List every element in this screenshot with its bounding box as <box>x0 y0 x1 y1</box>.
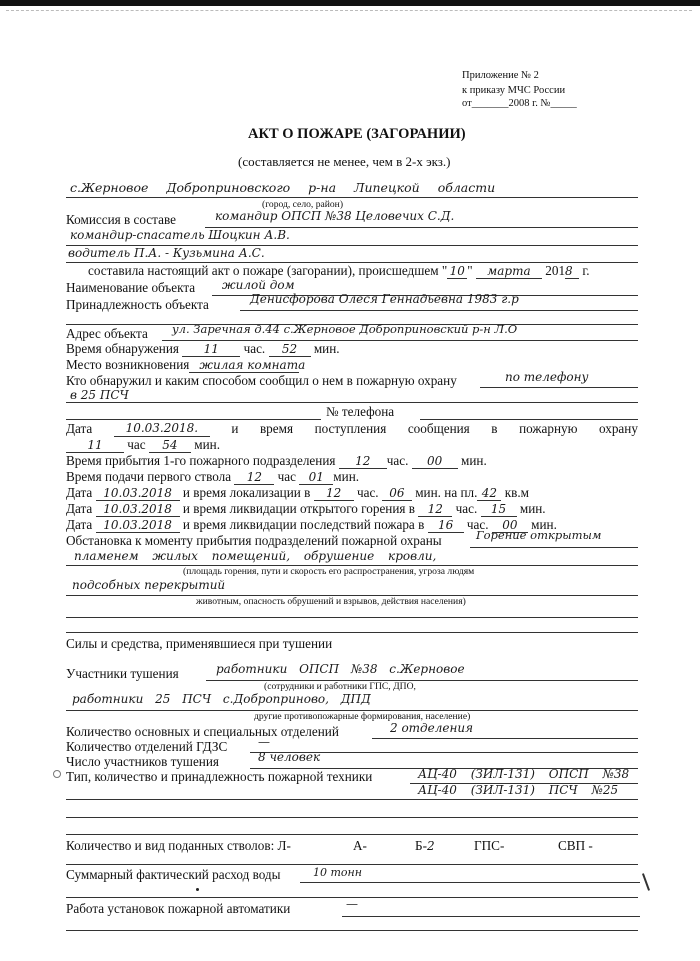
document-subtitle: (составляется не менее, чем в 2-х экз.) <box>238 154 451 169</box>
streams-label: Количество и вид поданных стволов: Л- <box>66 838 291 853</box>
location-line <box>66 197 638 198</box>
streams-b-label: Б- <box>415 838 427 853</box>
first-stream-label: Время подачи первого ствола <box>66 469 232 484</box>
equipment-rule-3 <box>66 817 638 818</box>
localization-area: 42 <box>477 486 501 501</box>
message-word: и <box>231 421 239 436</box>
message-row <box>66 421 638 437</box>
water-label: Суммарный фактический расход воды <box>66 867 281 882</box>
localization-text: и время локализации в <box>182 485 311 500</box>
composed-quote: " <box>467 263 473 278</box>
message-minutes-unit: мин. <box>194 437 220 452</box>
open-fire-date-label: Дата <box>66 501 93 516</box>
arrival-minutes-unit: мин. <box>460 453 487 468</box>
message-hours: 11 <box>66 438 124 453</box>
open-fire-row <box>66 501 546 517</box>
automation-label: Работа установок пожарной автоматики <box>66 901 291 916</box>
commission-line-2: командир-спасатель Шоцкин А.В. <box>70 228 290 242</box>
situation-value-3: подсобных перекрытий <box>72 578 226 592</box>
participants-hint-2: другие противопожарные формирования, население) <box>254 711 471 722</box>
aftermath-date: 10.03.2018 <box>96 518 180 533</box>
streams-a: А- <box>353 838 367 853</box>
phone-rule-left <box>66 419 321 420</box>
commission-line-1: командир ОПСП №38 Целовечих С.Д. <box>215 209 455 223</box>
margin-mark <box>53 770 61 778</box>
message-word: время <box>259 421 294 436</box>
origin-place-value: жилая комната <box>189 358 299 373</box>
situation-rule-4 <box>66 617 638 618</box>
order-date-label: от_______2008 г. №_____ <box>462 98 577 109</box>
arrival-minutes: 00 <box>412 454 458 469</box>
detection-time-label: Время обнаружения <box>66 341 179 356</box>
open-fire-date: 10.03.2018 <box>96 502 180 517</box>
streams-rule-bottom <box>66 864 638 865</box>
object-owner-value: Денисфорова Олеся Геннадьевна 1983 г.р <box>250 292 519 306</box>
localization-row <box>66 485 529 501</box>
message-word: поступления <box>314 421 387 436</box>
appendix-label: Приложение № 2 <box>462 70 539 81</box>
open-fire-hours-unit: час. <box>455 501 478 516</box>
participants-value-1: работники ОПСП №38 с.Жерновое <box>216 662 465 676</box>
gdzs-units-label: Количество отделений ГДЗС <box>66 739 228 754</box>
composed-year-suffix: 8 <box>565 264 579 279</box>
equipment-value-2: АЦ-40 (ЗИЛ-131) ПСЧ №25 <box>418 783 619 797</box>
localization-hours: 12 <box>314 486 354 501</box>
message-word: охрану <box>598 421 638 436</box>
reporter-line-2: в 25 ПСЧ <box>70 388 129 402</box>
main-units-label: Количество основных и специальных отделений <box>66 724 339 739</box>
message-word: пожарную <box>519 421 578 436</box>
streams-b-value: 2 <box>426 839 435 853</box>
object-address-value: ул. Заречная д.44 с.Жерновое Доброприновский р-н Л.О <box>172 322 518 336</box>
aftermath-minutes: 00 <box>492 518 528 533</box>
scan-top-border <box>0 0 700 6</box>
main-units-rule <box>372 738 638 739</box>
localization-date-label: Дата <box>66 485 93 500</box>
message-date-label: Дата <box>66 421 93 436</box>
composed-row <box>88 263 590 279</box>
open-fire-minutes-unit: мин. <box>519 501 546 516</box>
message-time-row <box>66 437 220 453</box>
commission-label: Комиссия в составе <box>66 212 176 227</box>
composed-text: составила настоящий акт о пожаре (загорании), происшедшем " <box>88 263 448 278</box>
arrival-hours: 12 <box>339 454 387 469</box>
open-fire-text: и время ликвидации открытого горения в <box>182 501 416 516</box>
object-address-label: Адрес объекта <box>66 326 148 341</box>
automation-value: — <box>346 897 358 911</box>
aftermath-date-label: Дата <box>66 517 93 532</box>
situation-hint-1: (площадь горения, пути и скорость его распространения, угроза людям <box>183 566 475 577</box>
streams-gps: ГПС- <box>474 838 505 853</box>
scan-artifact-line <box>6 10 692 11</box>
arrival-row <box>66 453 487 469</box>
message-word: сообщения <box>407 421 470 436</box>
origin-place-row <box>66 357 306 373</box>
situation-label: Обстановка к моменту прибытия подразделений пожарной охраны <box>66 533 442 548</box>
aftermath-minutes-unit: мин. <box>531 517 557 532</box>
detection-time-row <box>66 341 340 357</box>
localization-area-unit: кв.м <box>504 485 529 500</box>
detection-hours-unit: час. <box>243 341 266 356</box>
composed-year-prefix: 201 <box>545 263 566 278</box>
equipment-label: Тип, количество и принадлежность пожарной техники <box>66 769 373 784</box>
situation-rule-1 <box>470 547 638 548</box>
main-units-value: 2 отделения <box>390 721 474 735</box>
detection-minutes-unit: мин. <box>313 341 340 356</box>
reporter-value: по телефону <box>505 370 589 384</box>
participants-hint-1: (сотрудники и работники ГПС, ДПО, <box>264 681 416 692</box>
message-hours-unit: час <box>127 437 146 452</box>
gdzs-units-value: — <box>258 735 270 749</box>
situation-hint-2: животным, опасность обрушений и взрывов, действия населения) <box>196 596 466 607</box>
object-name-label: Наименование объекта <box>66 280 196 295</box>
equipment-value-1: АЦ-40 (ЗИЛ-131) ОПСП №38 <box>418 767 630 781</box>
water-value: 10 тонн <box>313 866 363 879</box>
document-title: АКТ О ПОЖАРЕ (ЗАГОРАНИИ) <box>248 126 466 142</box>
reporter-label: Кто обнаружил и каким способом сообщил о нем в пожарную охрану <box>66 373 457 388</box>
localization-minutes-unit: мин. на пл. <box>415 485 478 500</box>
localization-minutes: 06 <box>382 486 412 501</box>
situation-rule-5 <box>66 632 638 633</box>
detection-hours: 11 <box>182 342 240 357</box>
object-owner-rule <box>240 310 638 311</box>
streams-rule-top <box>66 834 638 835</box>
composed-year-end: г. <box>582 263 590 278</box>
reporter-rule-2 <box>66 402 638 403</box>
participants-value-2: работники 25 ПСЧ с.Доброприново, ДПД <box>72 692 371 706</box>
message-minutes: 54 <box>149 438 191 453</box>
first-stream-minutes: 01 <box>299 470 333 485</box>
location-hint: (город, село, район) <box>262 199 344 210</box>
origin-place-label: Место возникновения <box>66 357 190 372</box>
reporter-rule <box>480 387 638 388</box>
scan-dot <box>196 888 199 891</box>
composed-day: 10 <box>447 264 467 279</box>
first-stream-row <box>66 469 359 485</box>
composed-month: марта <box>476 264 542 279</box>
situation-value-1: Горение открытым <box>476 528 602 542</box>
object-name-value: жилой дом <box>222 278 295 292</box>
first-stream-minutes-unit: мин. <box>333 469 360 484</box>
aftermath-hours-unit: час. <box>466 517 489 532</box>
commission-line-3: водитель П.А. - Кузьмина А.С. <box>68 246 265 260</box>
aftermath-hours: 16 <box>428 518 464 533</box>
localization-hours-unit: час. <box>356 485 379 500</box>
automation-rule <box>342 916 640 917</box>
order-label: к приказу МЧС России <box>462 85 566 96</box>
forces-title: Силы и средства, применявшиеся при тушении <box>66 636 333 651</box>
detection-minutes: 52 <box>269 342 311 357</box>
arrival-label: Время прибытия 1-го пожарного подразделения <box>66 453 336 468</box>
automation-rule-bottom <box>66 930 638 931</box>
equipment-rule-2 <box>66 799 638 800</box>
message-date: 10.03.2018. <box>114 421 210 437</box>
object-owner-label: Принадлежность объекта <box>66 297 209 312</box>
participants-count-value: 8 человек <box>258 750 321 764</box>
water-rule <box>300 882 640 883</box>
streams-svp: СВП - <box>558 838 593 853</box>
first-stream-hours: 12 <box>234 470 274 485</box>
phone-rule-right <box>420 419 638 420</box>
open-fire-hours: 12 <box>418 502 452 517</box>
participants-label: Участники тушения <box>66 666 179 681</box>
open-fire-minutes: 15 <box>481 502 517 517</box>
margin-stroke <box>642 873 650 891</box>
first-stream-hours-unit: час <box>277 469 296 484</box>
localization-date: 10.03.2018 <box>96 486 180 501</box>
message-word: в <box>491 421 498 436</box>
arrival-hours-unit: час. <box>386 453 409 468</box>
location-value: с.Жерновое Доброприновского р-на Липецкой области <box>70 180 496 195</box>
situation-value-2: пламенем жилых помещений, обрушение кровли, <box>74 549 437 563</box>
aftermath-text: и время ликвидации последствий пожара в <box>182 517 425 532</box>
participants-count-label: Число участников тушения <box>66 754 219 769</box>
phone-label: № телефона <box>326 404 395 419</box>
streams-b-row <box>415 838 435 854</box>
